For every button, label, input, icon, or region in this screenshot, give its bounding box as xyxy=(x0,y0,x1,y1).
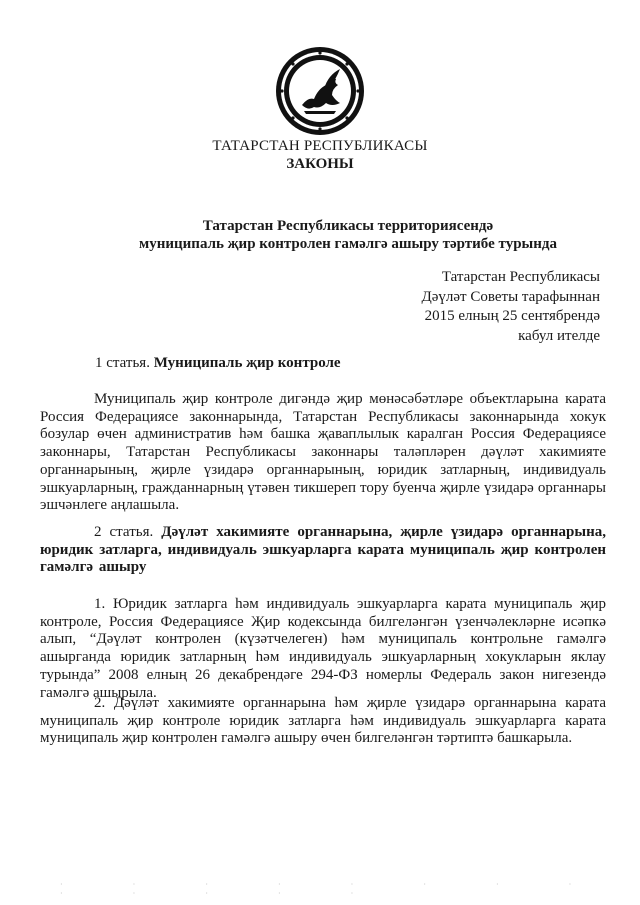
tatarstan-emblem-icon xyxy=(274,45,366,137)
article-2-heading xyxy=(40,524,606,577)
adoption-line: Дәүләт Советы тарафыннан xyxy=(421,288,600,305)
adoption-line: кабул ителде xyxy=(518,327,600,344)
law-heading: ЗАКОНЫ xyxy=(286,156,354,172)
law-title-line-1: Татарстан Республикасы территориясендә xyxy=(202,218,494,234)
adoption-line: Татарстан Республикасы xyxy=(441,269,600,285)
adoption-block xyxy=(422,268,600,346)
article-2-title: Дәүләт хакимияте органнарына, җирле үзидарә органнарына, юридик затларга, индивидуаль эшкуарларга карата муниципаль җир контролен гамәлгә ашыру xyxy=(40,524,607,576)
scan-artifact-dots: · · · · · · · · · · · · · xyxy=(60,880,606,898)
adoption-line: 2015 елның 25 сентябрендә xyxy=(424,308,600,324)
article-1-title: Муниципаль җир контроле xyxy=(153,355,341,371)
article-1-heading xyxy=(95,355,341,372)
article-1-number: 1 статья. xyxy=(95,355,150,371)
article-2-item-1: 1. Юридик затларга һәм индивидуаль эшкуарларга карата муниципаль җир контроле, Россия Федерациясе Җир кодексында билгеләнгән үзенчәлекләрне исәпкә алып, “Дәүләт контролен (күзәтчелеген) һәм муниципаль контрольне гамәлгә ашырганда юридик затларның һәм индивидуаль эшкуарларның хокукларын яклау турында” 2008 елның 26 декабрендәге 294-ФЗ номерлы Федераль закон нигезендә гамәлгә ашырыла. xyxy=(40,596,606,701)
law-title-line-2: муниципаль җир контролен гамәлгә ашыру тәртибе турында xyxy=(139,236,557,252)
republic-heading: ТАТАРСТАН РЕСПУБЛИКАСЫ xyxy=(212,138,428,154)
article-2-number: 2 статья. xyxy=(94,524,154,540)
article-2-item-2: 2. Дәүләт хакимияте органнарына һәм җирле үзидарә органнарына карата муниципаль җир контроле юридик затларга һәм индивидуаль эшкуарларга карата муниципаль җир контролен гамәлгә ашыру өчен билгеләнгән тәртиптә башкарыла. xyxy=(40,695,606,747)
article-1-text: Муниципаль җир контроле дигәндә җир мөнәсәбәтләре объектларына карата Россия Федерациясе законнарында, Татарстан Республикасы законнарында хокук бозулар өчен административ һәм башка җаваплылык каралган Россия Федерациясе законнары, Татарстан Республикасы законнары таләпләрен дәүләт хакимияте органнарының, җирле үзидарә органнарының, юридик затларның, индивидуаль эшкуарларның, гражданнарның үтәвен тикшереп тору буенча җирле үзидарә органнары эшчәнлеге аңлашыла. xyxy=(40,391,606,514)
